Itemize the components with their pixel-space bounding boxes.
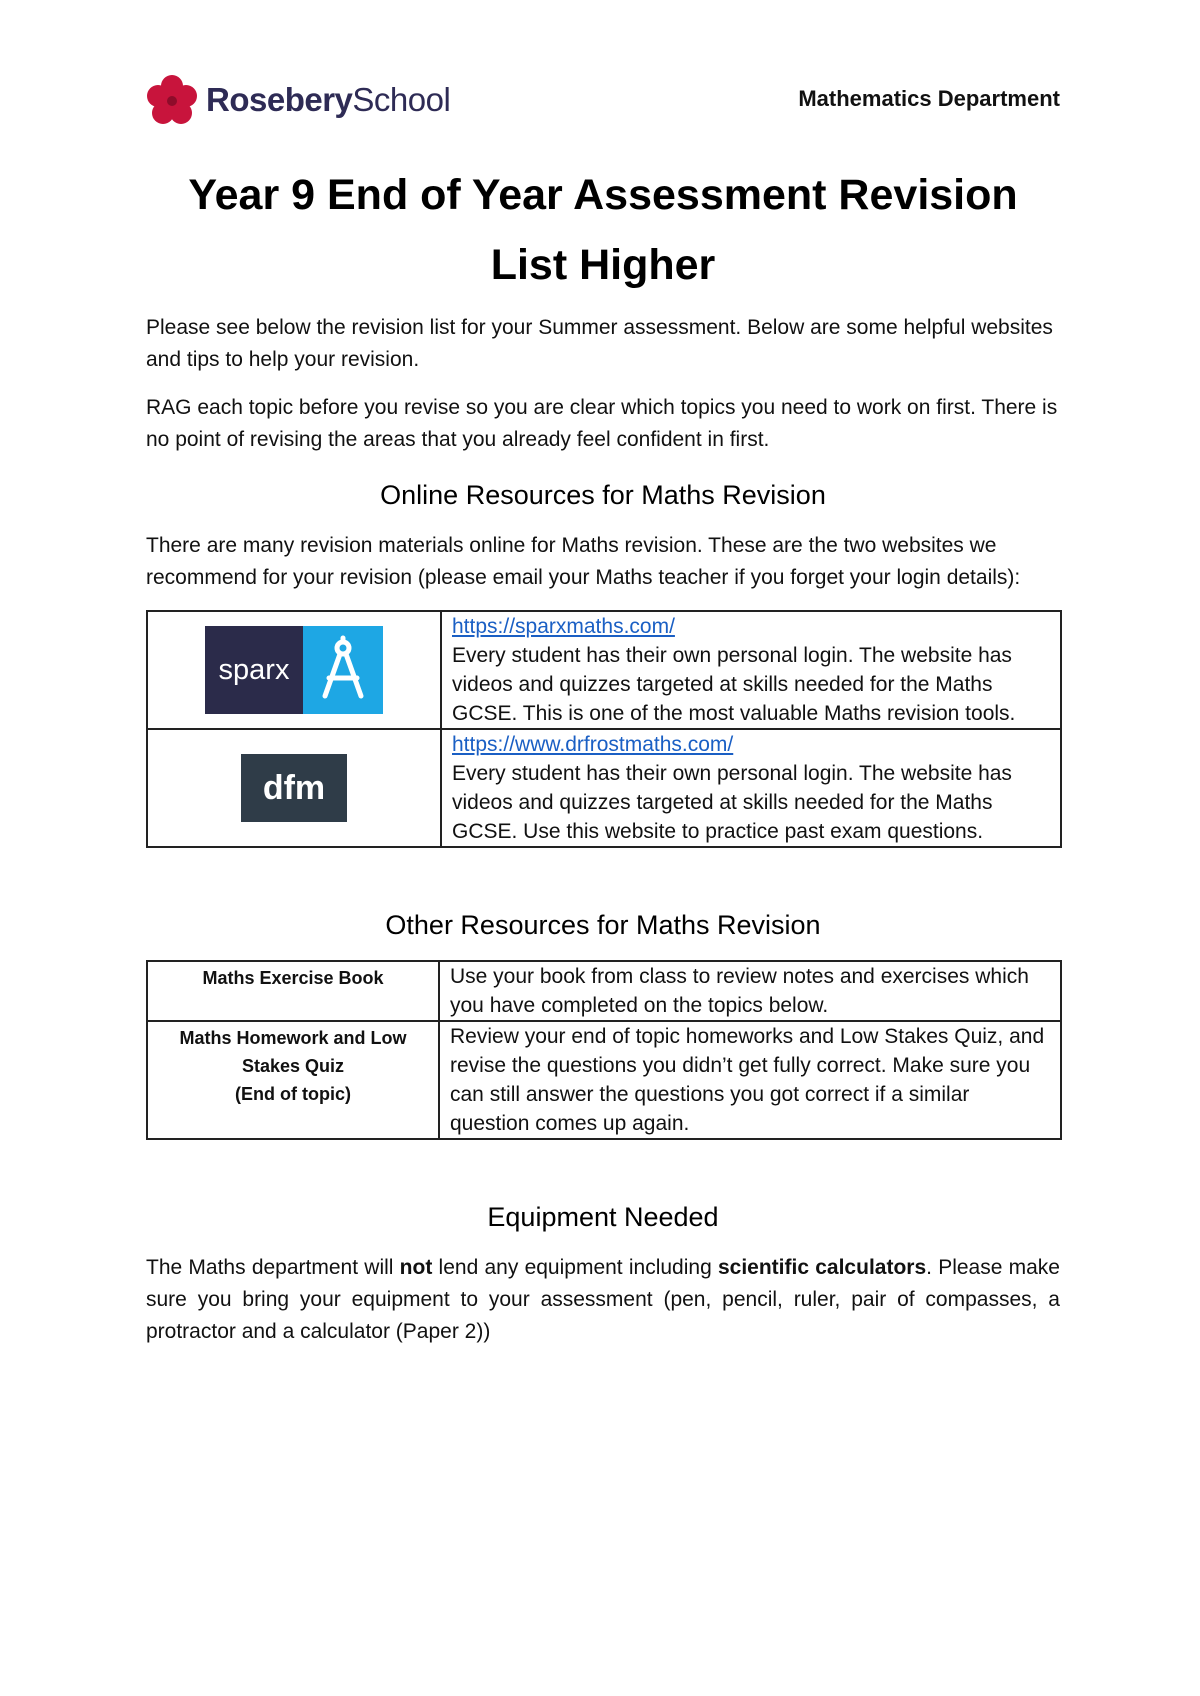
sparx-logo-text: sparx — [205, 626, 303, 714]
emphasis-calculators: scientific calculators — [717, 1256, 927, 1279]
page-title — [146, 160, 1060, 300]
other-resources-heading: Other Resources for Maths Revision — [385, 910, 821, 940]
table-row — [147, 961, 1061, 1021]
online-resources-heading: Online Resources for Maths Revision — [380, 480, 826, 510]
table-row — [147, 611, 1061, 729]
online-resources-description: There are many revision materials online for Maths revision. These are the two websites we recommend for your revision (please email your Maths teacher if you forget your login details): — [146, 534, 1021, 589]
equipment-paragraph: The Maths department will not lend any equipment including scientific calculators. Please make sure you bring your equipment to your assessment (pen, pencil, ruler, pair of compasses, a protractor and a calculator (Paper 2)) — [146, 1256, 1060, 1343]
table-row — [147, 729, 1061, 847]
sparx-description: Every student has their own personal login. The website has videos and quizzes targeted at skills needed for the Maths GCSE. This is one of the most valuable Maths revision tools. — [452, 644, 1016, 725]
drfrost-link[interactable]: https://www.drfrostmaths.com/ — [452, 733, 734, 756]
exercise-book-description: Use your book from class to review notes and exercises which you have completed on the topics below. — [439, 961, 1061, 1021]
compass-icon — [313, 634, 373, 706]
exercise-book-label: Maths Exercise Book — [202, 968, 384, 988]
homework-quiz-sublabel: (End of topic) — [235, 1084, 351, 1104]
title-line-2: List Higher — [490, 241, 716, 289]
emphasis-not: not — [399, 1256, 433, 1279]
other-resources-table — [146, 960, 1062, 1140]
rag-paragraph: RAG each topic before you revise so you are clear which topics you need to work on first. There is no point of revising the areas that you already feel confident in first. — [146, 396, 1058, 451]
title-line-1: Year 9 End of Year Assessment Revision — [188, 171, 1018, 219]
department-name: Mathematics Department — [798, 86, 1060, 111]
sparx-logo — [205, 626, 383, 714]
document-body — [146, 312, 1060, 1364]
logo-text-regular: School — [352, 81, 451, 118]
homework-quiz-description: Review your end of topic homeworks and Low Stakes Quiz, and revise the questions you didn’t get fully correct. Make sure you can still answer the questions you got correct if a similar question comes up again. — [439, 1021, 1061, 1139]
page-header — [146, 72, 1060, 132]
table-row — [147, 1021, 1061, 1139]
online-resources-table — [146, 610, 1062, 848]
sparx-link[interactable]: https://sparxmaths.com/ — [452, 615, 675, 638]
intro-paragraph: Please see below the revision list for your Summer assessment. Below are some helpful websites and tips to help your revision. — [146, 316, 1053, 371]
homework-quiz-label: Maths Homework and Low Stakes Quiz — [179, 1028, 407, 1076]
equipment-heading: Equipment Needed — [487, 1202, 719, 1232]
school-logo — [146, 74, 450, 126]
logo-text-bold: Rosebery — [206, 81, 353, 118]
rose-flower-icon — [146, 74, 198, 126]
drfrost-description: Every student has their own personal login. The website has videos and quizzes targeted at skills needed for the Maths GCSE. Use this website to practice past exam questions. — [452, 762, 1012, 843]
dfm-logo: dfm — [241, 754, 347, 822]
